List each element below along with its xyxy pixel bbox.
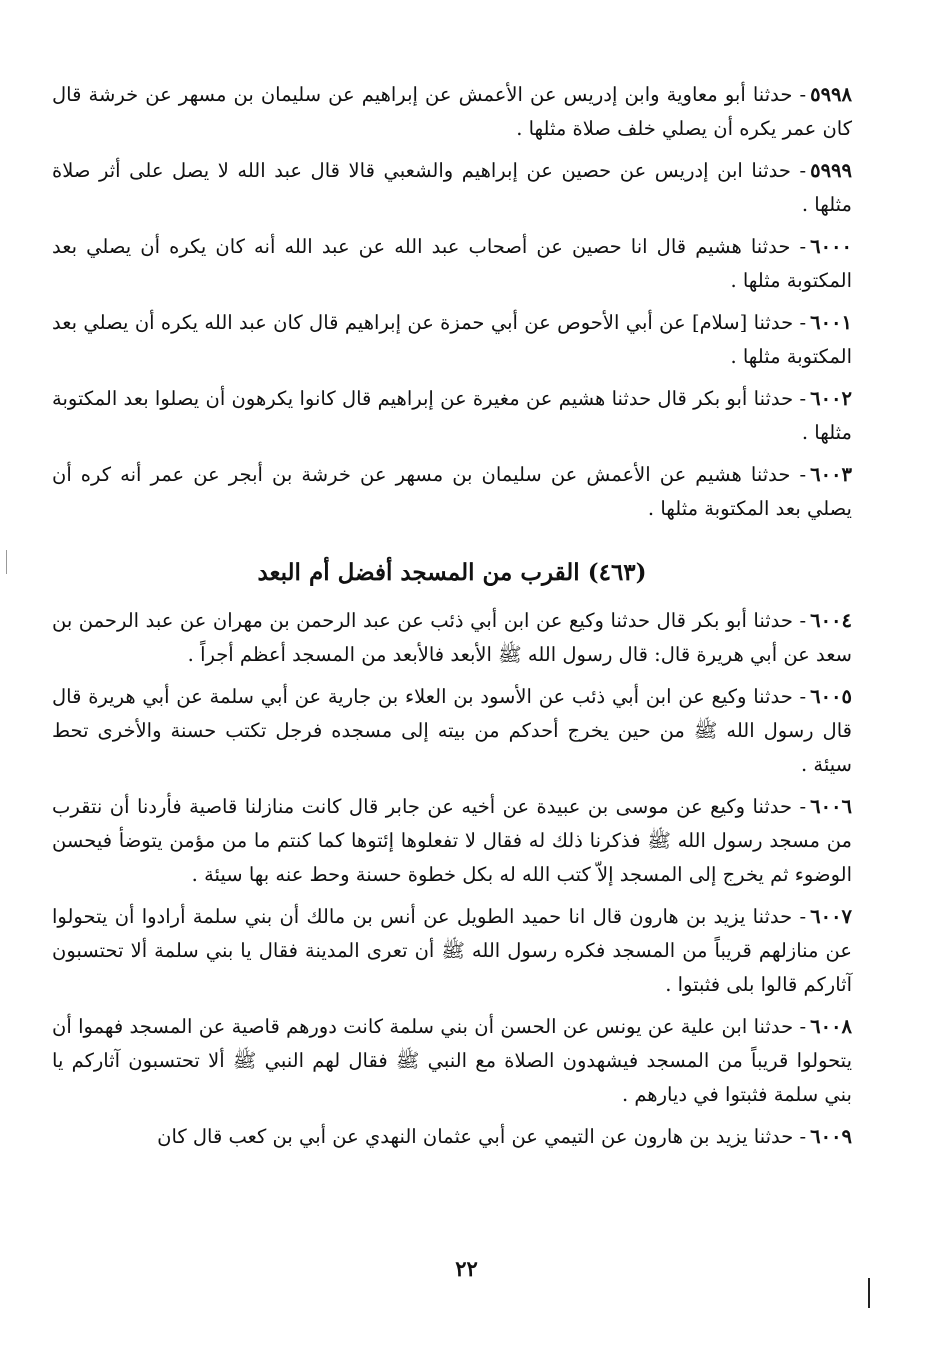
hadith-number: ٦٠٠٣: [810, 463, 852, 486]
hadith-text: - حدثنا وكيع عن موسى بن عبيدة عن أخيه عن جابر قال كانت منازلنا قاصية فأردنا أن نتقرب من مسجد رسول الله ﷺ فذكرنا ذلك له فقال لا تفعلوها إئتوها كما كنتم ما من مؤمن يتوضأ فيحسن الوضوء ثم يخرج إلى المسجد إلاّ كتب الله له بكل خطوة حسنة وحط عنه بها سيئة .: [52, 795, 852, 886]
hadith-number: ٦٠٠٧: [810, 905, 852, 928]
hadith-entry: [52, 154, 852, 222]
hadith-list-before-chapter: [52, 78, 852, 526]
hadith-text: - حدثنا هشيم عن الأعمش عن سليمان بن مسهر عن خرشة بن أبجر عن عمر أنه كره أن يصلي بعد المكتوبة مثلها .: [52, 463, 852, 520]
hadith-text: - حدثنا [سلام] عن أبي الأحوص عن أبي حمزة عن إبراهيم قال كان عبد الله يكره أن يصلي بعد المكتوبة مثلها .: [52, 311, 852, 368]
hadith-text: - حدثنا أبو بكر قال حدثنا هشيم عن مغيرة عن إبراهيم قال كانوا يكرهون أن يصلوا بعد المكتوبة مثلها .: [52, 387, 852, 444]
hadith-number: ٥٩٩٩: [810, 159, 852, 182]
hadith-number: ٦٠٠٩: [810, 1125, 852, 1148]
hadith-entry: [52, 230, 852, 298]
hadith-entry: [52, 1120, 852, 1154]
hadith-number: ٦٠٠١: [810, 311, 852, 334]
hadith-text: - حدثنا أبو معاوية وابن إدريس عن الأعمش عن إبراهيم عن سليمان بن مسهر عن خرشة قال كان عمر يكره أن يصلي خلف صلاة مثلها .: [52, 83, 852, 140]
hadith-number: ٦٠٠٨: [810, 1015, 852, 1038]
hadith-number: ٦٠٠٥: [810, 685, 852, 708]
hadith-entry: [52, 78, 852, 146]
hadith-list-after-chapter: [52, 604, 852, 1154]
scan-edge-mark: [6, 550, 7, 574]
hadith-number: ٦٠٠٦: [810, 795, 852, 818]
hadith-entry: [52, 680, 852, 782]
margin-line: [868, 1278, 870, 1308]
hadith-text: - حدثنا ابن علية عن يونس عن الحسن أن بني سلمة كانت دورهم قاصية عن المسجد فهموا أن يتحولوا قريباً من المسجد فيشهدون الصلاة مع النبي ﷺ فقال لهم النبي ﷺ ألا تحتسبون آثاركم يا بني سلمة فثبتوا في ديارهم .: [52, 1015, 852, 1106]
hadith-entry: [52, 900, 852, 1002]
hadith-entry: [52, 1010, 852, 1112]
hadith-text: - حدثنا هشيم قال انا حصين عن أصحاب عبد الله عن عبد الله أنه كان يكره أن يصلي بعد المكتوبة مثلها .: [52, 235, 852, 292]
hadith-number: ٥٩٩٨: [810, 83, 852, 106]
hadith-entry: [52, 458, 852, 526]
chapter-heading: (٤٦٣) القرب من المسجد أفضل أم البعد: [257, 559, 647, 586]
hadith-text: - حدثنا وكيع عن ابن أبي ذئب عن الأسود بن العلاء بن جارية عن أبي سلمة عن أبي هريرة قال قال رسول الله ﷺ من حين يخرج أحدكم من بيته إلى مسجده فرجل تكتب حسنة والأخرى تحط سيئة .: [52, 685, 852, 776]
hadith-number: ٦٠٠٢: [810, 387, 852, 410]
page-body: [52, 78, 852, 1162]
hadith-text: - حدثنا يزيد بن هارون عن التيمي عن أبي عثمان النهدي عن أبي بن كعب قال كان: [157, 1125, 807, 1148]
hadith-number: ٦٠٠٠: [810, 235, 852, 258]
hadith-number: ٦٠٠٤: [810, 609, 852, 632]
hadith-entry: [52, 604, 852, 672]
hadith-entry: [52, 382, 852, 450]
hadith-entry: [52, 306, 852, 374]
page-number: ٢٢: [455, 1256, 478, 1281]
hadith-entry: [52, 790, 852, 892]
hadith-text: - حدثنا يزيد بن هارون قال انا حميد الطويل عن أنس بن مالك أن بني سلمة أرادوا أن يتحولوا عن منازلهم قريباً من المسجد فكره رسول الله ﷺ أن تعرى المدينة فقال يا بني سلمة ألا تحتسبون آثاركم قالوا بلى فثبتوا .: [52, 905, 852, 996]
hadith-text: - حدثنا أبو بكر قال حدثنا وكيع عن ابن أبي ذئب عن عبد الرحمن بن مهران عن عبد الرحمن بن سعد عن أبي هريرة قال: قال رسول الله ﷺ الأبعد فالأبعد من المسجد أعظم أجراً .: [52, 609, 852, 666]
hadith-text: - حدثنا ابن إدريس عن حصين عن إبراهيم والشعبي قالا قال عبد الله لا يصل على أثر صلاة مثلها .: [52, 159, 852, 216]
